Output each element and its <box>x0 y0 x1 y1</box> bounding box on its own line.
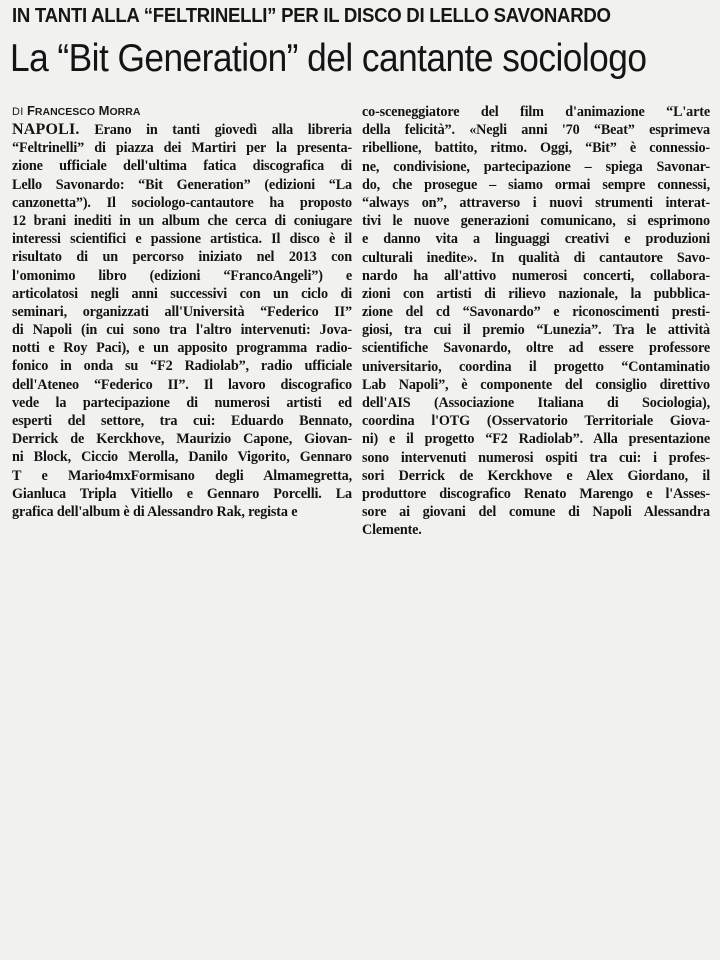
text-line: interessi scientifici e passione artistica. Il disco è il <box>12 231 352 248</box>
article-headline: La “Bit Generation” del cantante sociologo <box>10 37 647 80</box>
text-line: Lab Napoli”, è componente del consiglio direttivo <box>362 376 710 393</box>
text-line: articolatosi negli anni successivi con un ciclo di <box>12 285 352 302</box>
text-line: risultato di un percorso iniziato nel 2013 con <box>12 249 352 266</box>
text-line: tivi le nuove generazioni comunicano, si esprimono <box>362 213 710 230</box>
text-line: produttore discografico Renato Marengo e l'Asses- <box>362 485 710 502</box>
text-line: Clemente. <box>362 522 422 539</box>
text-line: della felicità”. «Negli anni '70 “Beat” esprimeva <box>362 122 710 139</box>
article-byline <box>12 103 140 120</box>
text-line: do, che prosegue – siamo ormai sempre connessi, <box>362 176 710 193</box>
text-line: giosi, tra cui il premio “Lunezia”. Tra le attività <box>362 322 710 339</box>
article-column-left <box>12 121 352 521</box>
text-line: coordina l'OTG (Osservatorio Territoriale Giova- <box>362 413 710 430</box>
text-line: di Napoli (in cui sono tra l'altro intervenuti: Jova- <box>12 322 352 339</box>
text-line: Gianluca Tripla Vitiello e Gennaro Porcelli. La <box>12 485 352 502</box>
text-line: grafica dell'album è di Alessandro Rak, regista e <box>12 503 298 520</box>
text-line: zione ufficiale dell'ultima fatica discografica di <box>12 158 352 175</box>
text-line: ne, condivisione, partecipazione – spiega Savonar- <box>362 158 710 175</box>
text-line: ribellione, battito, ritmo. Oggi, “Bit” è connessio- <box>362 140 710 157</box>
text-line: seminari, organizzati all'Università “Federico II” <box>12 303 352 320</box>
text-line: vede la partecipazione di numerosi artisti ed <box>12 394 352 411</box>
text-line: culturali inedite». In qualità di cantautore Savo- <box>362 249 710 266</box>
text-line: sori Derrick de Kerckhove e Alex Giordano, il <box>362 467 710 484</box>
text-line: zione del cd “Savonardo” e riconoscimenti presti- <box>362 304 710 321</box>
text-line: notti e Roy Paci), e un apposito programma radio- <box>12 340 352 357</box>
text-line: dell'Ateneo “Federico II”. Il lavoro discografico <box>12 376 352 393</box>
text-line: ni Block, Ciccio Merolla, Danilo Vigorito, Gennaro <box>12 449 352 466</box>
text-line: e danno vita a linguaggi creativi e produzioni <box>362 231 710 248</box>
text-line: co-sceneggiatore del film d'animazione “L'arte <box>362 104 710 120</box>
text-line: “Feltrinelli” di piazza dei Martiri per la presenta- <box>12 140 352 157</box>
article-kicker: IN TANTI ALLA “FELTRINELLI” PER IL DISCO DI LELLO SAVONARDO <box>12 5 611 27</box>
text-line: dell'AIS (Associazione Italiana di Sociologia), <box>362 395 710 411</box>
text-line: sono intervenuti numerosi ospiti tra cui: i profes- <box>362 449 710 466</box>
text-line: T e Mario4mxFormisano degli Almamegretta, <box>12 467 352 484</box>
text-line: Lello Savonardo: “Bit Generation” (edizioni “La <box>12 176 352 193</box>
text-line: nardo ha all'attivo numerosi concerti, collabora- <box>362 267 710 284</box>
text-line: NAPOLI. Erano in tanti giovedì alla libreria <box>12 121 352 138</box>
article-dateline: NAPOLI. <box>12 121 80 138</box>
byline-name: FRANCESCO MORRA <box>26 103 141 118</box>
text-line: fonico in onda su “F2 Radiolab”, radio ufficiale <box>12 358 352 375</box>
text-line: ni) e il progetto “F2 Radiolab”. Alla presentazione <box>362 431 710 448</box>
text-line: 12 brani inediti in un album che cerca di coniugare <box>12 212 352 229</box>
text-line: “always on”, attraverso i nuovi strumenti interat- <box>362 194 710 211</box>
text-line: l'omonimo libro (edizioni “FrancoAngeli”) e <box>12 267 352 284</box>
byline-prefix: DI <box>12 106 27 118</box>
text-line: universitario, coordina il progetto “Contaminatio <box>362 358 710 375</box>
text-line: zioni con artisti di rilievo nazionale, la pubblica- <box>362 285 710 302</box>
text-line: sore ai giovani del comune di Napoli Alessandra <box>362 504 710 521</box>
text-line: esperti del settore, tra cui: Eduardo Bennato, <box>12 413 352 429</box>
text-line: Derrick de Kerckhove, Maurizio Capone, Giovan- <box>12 431 352 448</box>
text-line: canzonetta”). Il sociologo-cantautore ha proposto <box>12 194 352 211</box>
article-column-right <box>362 103 710 540</box>
text-line: scientifiche Savonardo, oltre ad essere professore <box>362 340 710 357</box>
